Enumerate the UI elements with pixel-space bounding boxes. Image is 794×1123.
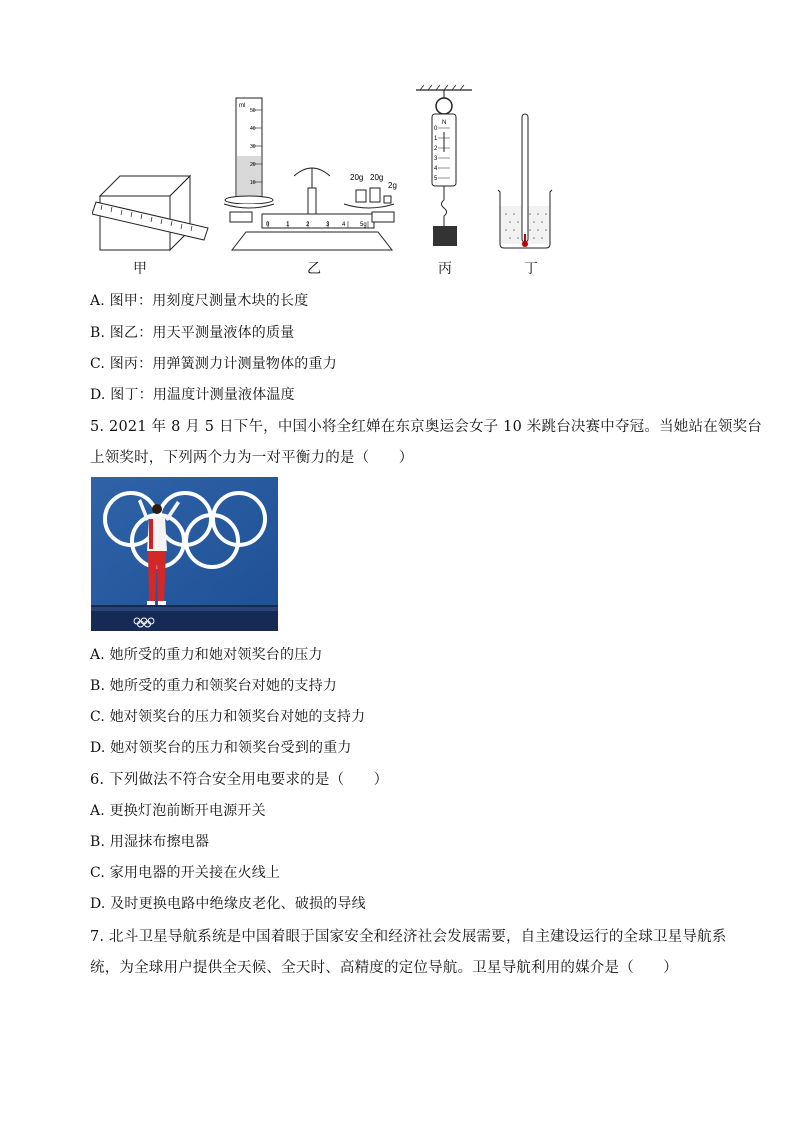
figure-bing-spring-scale (414, 84, 474, 252)
cylinder-tick-label: 20 (250, 162, 256, 168)
figure-caption-ding: 丁 (524, 261, 538, 277)
q7-stem-line2: 统，为全球用户提供全天候、全天时、高精度的定位导航。卫星导航利用的媒介是（ ） (90, 960, 678, 976)
figure-caption-yi: 乙 (307, 261, 321, 277)
figure-yi-cylinder-balance (222, 88, 402, 254)
q6-option-b: B. 用湿抹布擦电器 (90, 834, 210, 850)
q6-option-a: A. 更换灯泡前断开电源开关 (90, 803, 266, 819)
spring-tick-label: 2 (434, 146, 438, 152)
weight-label: 20g (370, 173, 384, 182)
figure-jia-ruler-block (92, 170, 212, 252)
figure-caption-jia: 甲 (133, 261, 147, 277)
q5-option-a: A. 她所受的重力和她对领奖台的压力 (90, 647, 323, 663)
q4-option-d: D. 图丁：用温度计测量液体温度 (90, 387, 295, 403)
podium-photo (91, 477, 278, 631)
spring-tick-label: 1 (434, 136, 438, 142)
q5-option-b: B. 她所受的重力和领奖台对她的支持力 (90, 678, 337, 694)
q5-stem-line1: 5. 2021 年 8 月 5 日下午，中国小将全红婵在东京奥运会女子 10 米跳台决赛中夺冠。当她站在领奖台 (90, 419, 763, 435)
beam-scale-label: 2 (306, 222, 310, 228)
weight-label: 2g (388, 181, 397, 190)
weight-label: 20g (350, 173, 364, 182)
q5-option-d: D. 她对领奖台的压力和领奖台受到的重力 (90, 740, 352, 756)
beam-scale-label: 0 (266, 222, 270, 228)
cylinder-tick-label: 40 (250, 126, 256, 132)
figure-ding-thermometer-beaker (496, 110, 556, 252)
cylinder-tick-label: 50 (250, 108, 256, 114)
cylinder-unit-label: ml (239, 103, 246, 109)
q4-option-c: C. 图丙：用弹簧测力计测量物体的重力 (90, 356, 337, 372)
q6-option-c: C. 家用电器的开关接在火线上 (90, 865, 281, 881)
q7-stem-line1: 7. 北斗卫星导航系统是中国着眼于国家安全和经济社会发展需要，自主建设运行的全球卫星导航系 (90, 929, 727, 945)
cylinder-tick-label: 10 (250, 180, 256, 186)
spring-tick-label: 0 (434, 126, 438, 132)
q6-stem: 6. 下列做法不符合安全用电要求的是（ ） (90, 772, 389, 788)
spring-tick-label: 5 (434, 176, 438, 182)
beam-scale-label: 3 (326, 222, 330, 228)
figure-caption-bing: 丙 (438, 261, 452, 277)
q4-option-b: B. 图乙：用天平测量液体的质量 (90, 325, 295, 341)
cylinder-tick-label: 30 (250, 144, 256, 150)
spring-tick-label: 4 (434, 166, 438, 172)
beam-scale-label: 5g (360, 222, 367, 228)
beam-scale-label: 4 (342, 222, 346, 228)
q4-option-a: A. 图甲：用刻度尺测量木块的长度 (90, 293, 309, 309)
q5-stem-line2: 上领奖时，下列两个力为一对平衡力的是（ ） (90, 450, 414, 466)
beam-scale-label: 1 (286, 222, 290, 228)
spring-unit-label: N (442, 120, 447, 126)
q6-option-d: D. 及时更换电路中绝缘皮老化、破损的导线 (90, 896, 366, 912)
spring-tick-label: 3 (434, 156, 438, 162)
q5-option-c: C. 她对领奖台的压力和领奖台对她的支持力 (90, 709, 366, 725)
